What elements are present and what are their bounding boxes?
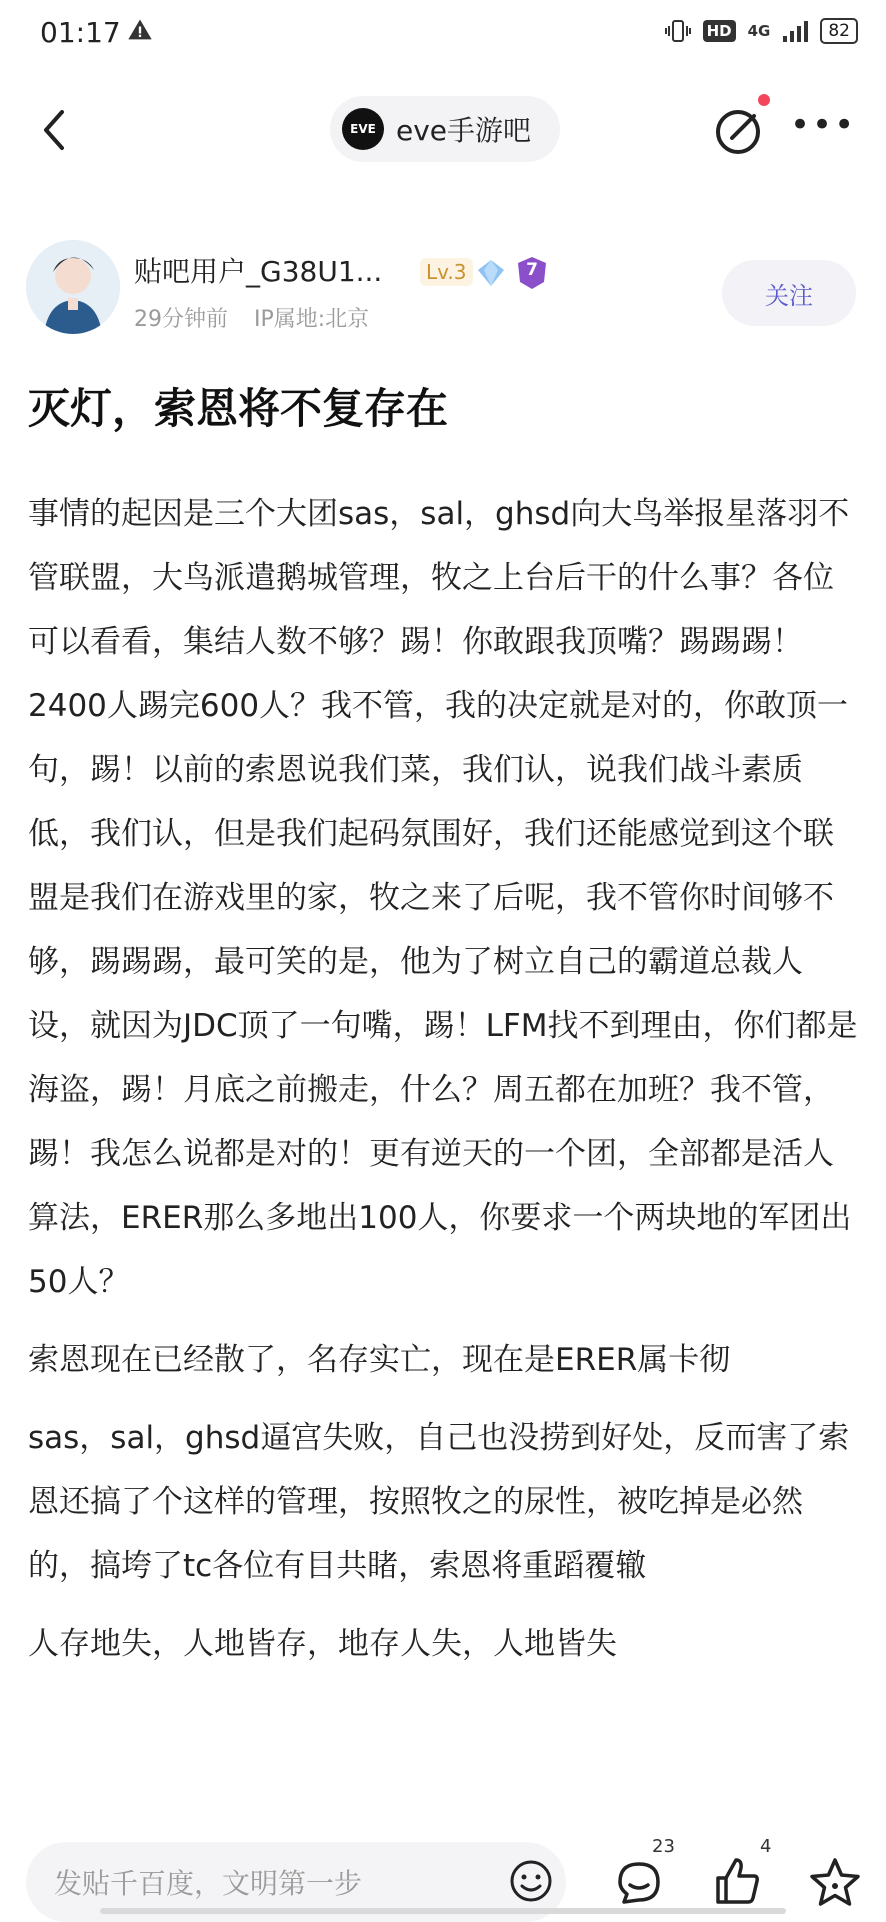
vibrate-icon [665, 18, 691, 44]
status-bar [0, 0, 886, 70]
star-favorite-icon[interactable] [808, 1856, 862, 1910]
post-paragraph: 人存地失，人地皆存，地存人失，人地皆失 [28, 1626, 617, 1662]
hd-badge: HD [703, 20, 736, 42]
comment-icon[interactable] [614, 1858, 664, 1908]
avatar[interactable] [26, 240, 120, 334]
rank-badge-number: 7 [526, 260, 538, 280]
post-paragraph: sas，sal，ghsd逼宫失败，自己也没捞到好处，反而害了索恩还搞了个这样的管理，按照牧之的尿性，被吃掉是必然的，搞垮了tc各位有目共睹，索恩将重蹈覆辙 [28, 1420, 850, 1584]
home-indicator[interactable] [100, 1908, 786, 1914]
status-icons [665, 18, 858, 44]
post-paragraph: 索恩现在已经散了，名存实亡，现在是ERER属卡彻 [28, 1342, 731, 1378]
diamond-badge-icon [476, 258, 506, 288]
warning-icon [126, 16, 154, 44]
ip-location: IP属地:北京 [254, 307, 370, 332]
author-name[interactable]: 贴吧用户_G38U1... [134, 255, 383, 288]
avatar-image [26, 240, 120, 334]
follow-button[interactable]: 关注 [722, 260, 856, 326]
signal-icon [782, 20, 808, 42]
post-body [28, 482, 863, 1690]
more-options-icon[interactable]: ••• [790, 105, 857, 145]
battery-indicator: 82 [820, 18, 858, 44]
share-edit-icon[interactable] [710, 100, 770, 160]
back-arrow-icon[interactable] [30, 100, 80, 160]
forum-entry-button[interactable] [330, 96, 560, 162]
comment-count: 23 [652, 1836, 675, 1857]
network-type: 4G [747, 22, 771, 40]
like-count: 4 [760, 1836, 772, 1857]
comment-input-placeholder: 发贴千百度，文明第一步 [54, 1867, 363, 1900]
status-time: 01:17 [40, 16, 121, 49]
post-paragraph: 事情的起因是三个大团sas，sal，ghsd向大鸟举报星落羽不管联盟，大鸟派遣鹅城管理，牧之上台后干的什么事？各位可以看看，集结人数不够？踢！你敢跟我顶嘴？踢踢踢！2400人踢完600人？我不管，我的决定就是对的，你敢顶一句，踢！以前的索恩说我们菜，我们认，说我们战斗素质低，我们认，但是我们起码氛围好，我们还能感觉到这个联盟是我们在游戏里的家，牧之来了后呢，我不管你时间够不够，踢踢踢，最可笑的是，他为了树立自己的霸道总裁人设，就因为JDC顶了一句嘴，踢！LFM找不到理由，你们都是海盗，踢！月底之前搬走，什么？周五都在加班？我不管，踢！我怎么说都是对的！更有逆天的一个团，全部都是活人算法，ERER那么多地出100人，你要求一个两块地的军团出50人？ [28, 496, 858, 1300]
level-badge: Lv.3 [420, 258, 473, 286]
post-title: 灭灯，索恩将不复存在 [28, 384, 449, 433]
bottom-action-bar [0, 1820, 886, 1920]
thumbs-up-icon[interactable] [712, 1854, 762, 1908]
notification-dot [758, 94, 770, 106]
emoji-icon[interactable] [508, 1858, 554, 1904]
nav-bar [0, 80, 886, 190]
forum-name: eve手游吧 [396, 114, 532, 147]
rank-badge [516, 256, 548, 290]
forum-logo: EVE [342, 108, 384, 150]
post-meta [134, 302, 369, 333]
post-time: 29分钟前 [134, 307, 228, 332]
